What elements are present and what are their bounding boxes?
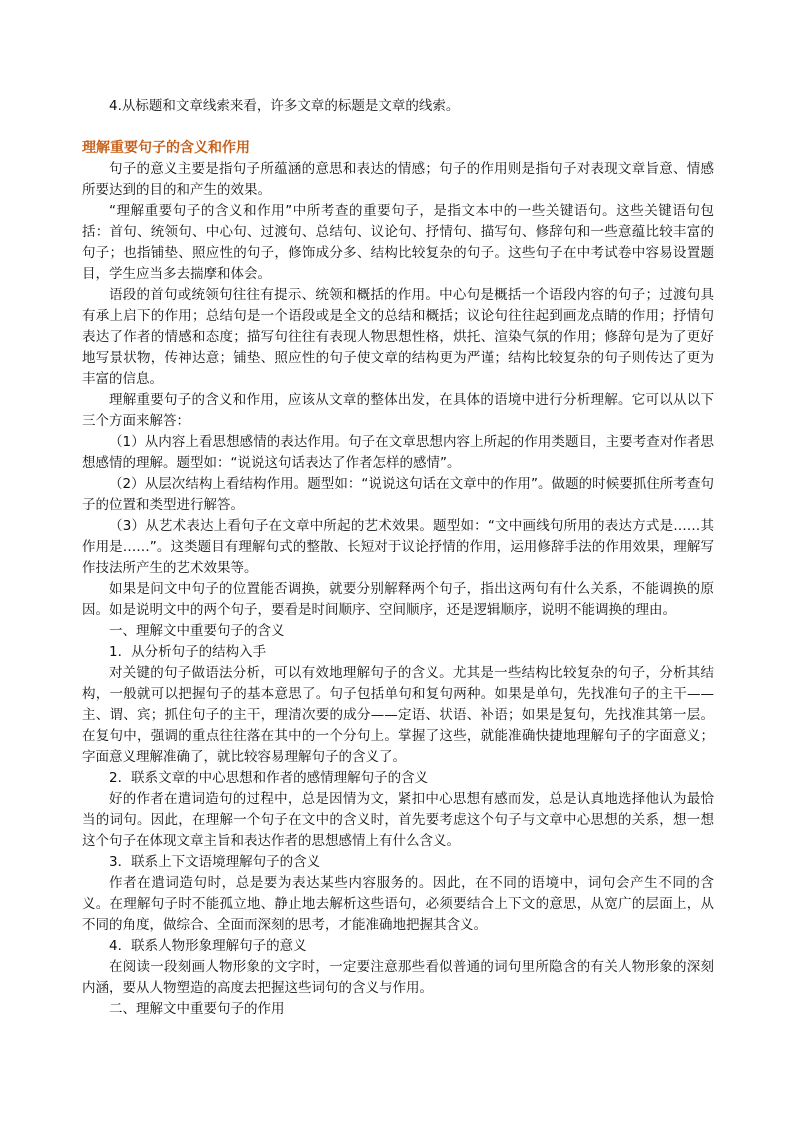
- subheading: 4．联系人物形象理解句子的意义: [109, 938, 307, 954]
- subheading: 1．从分析句子的结构入手: [109, 644, 267, 660]
- subheading: 3．联系上下文语境理解句子的含义: [109, 854, 321, 870]
- paragraph: 句子的意义主要是指句子所蕴涵的意思和表达的情感；句子的作用则是指句子对表现文章旨意、情感所要达到的目的和产生的效果。: [82, 161, 714, 198]
- document-page: [82, 96, 714, 1020]
- paragraph: 对关键的句子做语法分析，可以有效地理解句子的含义。尤其是一些结构比较复杂的句子，分析其结构，一般就可以把握句子的基本意思了。句子包括单句和复句两种。如果是单句，先找准句子的主干——主、谓、宾；抓住句子的主干，理清次要的成分——定语、状语、补语；如果是复句，先找准其第一层。在复句中，强调的重点往往落在其中的一个分句上。掌握了这些，就能准确快捷地理解句子的字面意义；字面意义理解准确了，就比较容易理解句子的含义了。: [82, 665, 714, 765]
- subheading: 一、理解文中重要句子的含义: [109, 623, 285, 639]
- paragraph: 理解重要句子的含义和作用，应该从文章的整体出发，在具体的语境中进行分析理解。它可以从以下三个方面来解答：: [82, 392, 714, 429]
- paragraph: 作者在遣词造句时，总是要为表达某些内容服务的。因此，在不同的语境中，词句会产生不同的含义。在理解句子时不能孤立地、静止地去解析这些语句，必须要结合上下文的意思，从宽广的层面上，从不同的角度，做综合、全面而深刻的思考，才能准确地把握其含义。: [82, 875, 714, 933]
- paragraph: （2）从层次结构上看结构作用。题型如：“说说这句话在文章中的作用”。做题的时候要抓住所考查句子的位置和类型进行解答。: [82, 476, 714, 513]
- paragraph: 好的作者在遣词造句的过程中，总是因情为文，紧扣中心思想有感而发，总是认真地选择他认为最恰当的词句。因此，在理解一个句子在文中的含义时，首先要考虑这个句子与文章中心思想的关系，想一想这个句子在体现文章主旨和表达作者的思想感情上有什么含义。: [82, 791, 714, 849]
- paragraph: “理解重要句子的含义和作用”中所考查的重要句子，是指文本中的一些关键语句。这些关键语句包括：首句、统领句、中心句、过渡句、总结句、议论句、抒情句、描写句、修辞句和一些意蕴比较丰富的句子；也指铺垫、照应性的句子，修饰成分多、结构比较复杂的句子。这些句子在中考试卷中容易设置题目，学生应当多去揣摩和体会。: [82, 203, 714, 282]
- subheading: 2．联系文章的中心思想和作者的感情理解句子的含义: [109, 770, 429, 786]
- paragraph: 如果是问文中句子的位置能否调换，就要分别解释两个句子，指出这两句有什么关系，不能调换的原因。如是说明文中的两个句子，要看是时间顺序、空间顺序，还是逻辑顺序，说明不能调换的理由。: [82, 581, 714, 618]
- paragraph: 在阅读一段刻画人物形象的文字时，一定要注意那些看似普通的词句里所隐含的有关人物形象的深刻内涵，要从人物塑造的高度去把握这些词句的含义与作用。: [82, 959, 714, 996]
- paragraph: （1）从内容上看思想感情的表达作用。句子在文章思想内容上所起的作用类题目，主要考查对作者思想感情的理解。题型如：“说说这句话表达了作者怎样的感情”。: [82, 434, 714, 471]
- list-item-4: 4.从标题和文章线索来看，许多文章的标题是文章的线索。: [109, 98, 460, 114]
- paragraph: （3）从艺术表达上看句子在文章中所起的艺术效果。题型如：“文中画线句所用的表达方式是……其作用是……”。这类题目有理解句式的整散、长短对于议论抒情的作用，运用修辞手法的作用效果，理解写作技法所产生的艺术效果等。: [82, 518, 714, 576]
- subheading: 二、理解文中重要句子的作用: [109, 1001, 285, 1017]
- section-heading: 理解重要句子的含义和作用: [82, 140, 250, 156]
- paragraph: 语段的首句或统领句往往有提示、统领和概括的作用。中心句是概括一个语段内容的句子；过渡句具有承上启下的作用；总结句是一个语段或是全文的总结和概括；议论句往往起到画龙点睛的作用；抒情句表达了作者的情感和态度；描写句往往有表现人物思想性格，烘托、渲染气氛的作用；修辞句是为了更好地写景状物，传神达意；铺垫、照应性的句子使文章的结构更为严谨；结构比较复杂的句子则传达了更为丰富的信息。: [82, 287, 714, 387]
